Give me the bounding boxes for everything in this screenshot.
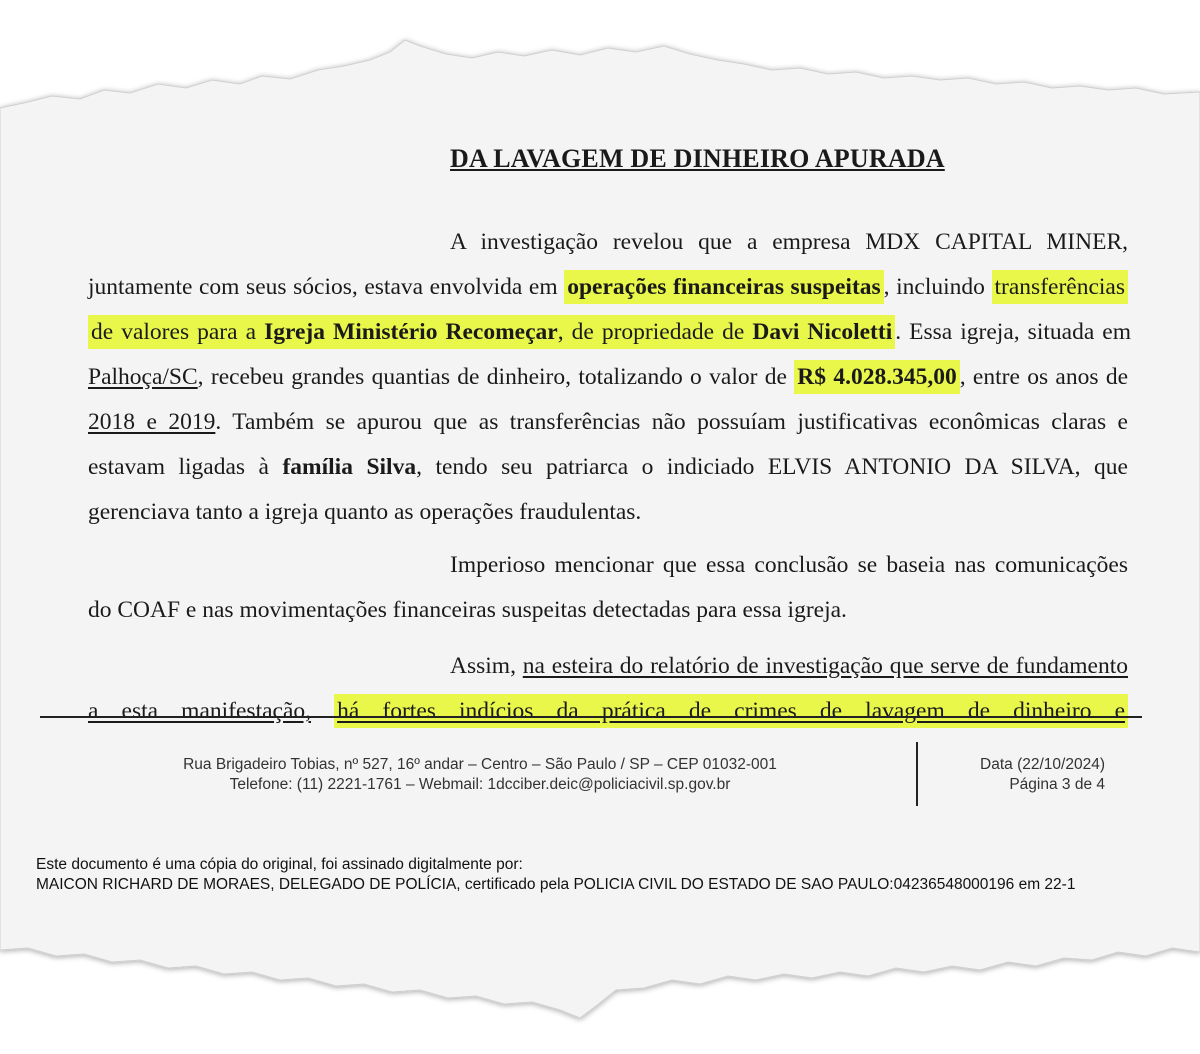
text-run: , de propriedade de bbox=[557, 319, 753, 345]
text-run: . Essa igreja, situada em bbox=[895, 319, 1131, 345]
underlined-text: há fortes indícios da prática de crimes de lavagem de dinheiro e bbox=[337, 698, 1125, 724]
footer-address: Rua Brigadeiro Tobias, nº 527, 16º andar – Centro – São Paulo / SP – CEP 01032-001 bbox=[183, 756, 777, 773]
highlight-suspicious-operations bbox=[564, 270, 883, 304]
bold-family-name: família Silva bbox=[282, 454, 417, 480]
footer-contact: Telefone: (11) 2221-1761 – Webmail: 1dcciber.deic@policiacivil.sp.gov.br bbox=[229, 776, 731, 793]
footer-page-number: Página 3 de 4 bbox=[1009, 776, 1105, 793]
page-cut-line bbox=[40, 716, 1142, 718]
text-run: transferências de valores para a bbox=[91, 274, 1125, 345]
footer-meta-block bbox=[930, 755, 1105, 795]
paragraph-coaf bbox=[88, 543, 1128, 633]
text-run: Imperioso mencionar que essa conclusão se baseia nas comunicações do COAF e nas movimentações financeiras suspeitas detectadas para essa igreja. bbox=[88, 552, 1128, 623]
underlined-report-reference: na esteira do relatório de investigação que serve de fundamento a esta manifestação, bbox=[88, 653, 1128, 724]
text-run: . Também se apurou que as transferências não possuíam justificativas econômicas claras e estavam ligadas à bbox=[88, 409, 1128, 480]
digital-signature-notice bbox=[36, 855, 1200, 895]
text-run: , recebeu grandes quantias de dinheiro, totalizando o valor de bbox=[197, 364, 795, 390]
underlined-years: 2018 e 2019 bbox=[88, 409, 216, 435]
text-run: , entre os anos de bbox=[959, 364, 1129, 390]
signature-line-2: MAICON RICHARD DE MORAES, DELEGADO DE POLÍCIA, certificado pela POLICIA CIVIL DO ESTADO DE SAO PAULO:04236548000196 em 22-1 bbox=[36, 876, 1076, 893]
underlined-location: Palhoça/SC bbox=[88, 364, 198, 390]
section-title: DA LAVAGEM DE DINHEIRO APURADA bbox=[450, 144, 945, 173]
bold-owner-name: Davi Nicoletti bbox=[752, 319, 893, 345]
text-run: , tendo seu patriarca o indiciado ELVIS ANTONIO DA SILVA, que gerenciava tanto a igreja quanto as operações fraudulentas. bbox=[88, 454, 1128, 525]
footer-divider bbox=[916, 742, 918, 806]
signature-line-1: Este documento é uma cópia do original, foi assinado digitalmente por: bbox=[36, 856, 523, 873]
text-run: A investigação revelou que a empresa MDX CAPITAL MINER, juntamente com seus sócios, estava envolvida em bbox=[88, 229, 1128, 300]
bold-amount: R$ 4.028.345,00 bbox=[797, 364, 957, 390]
text-run bbox=[311, 698, 334, 724]
highlight-strong-evidence bbox=[334, 694, 1128, 728]
highlight-amount bbox=[794, 360, 959, 394]
bold-church-name: Igreja Ministério Recomeçar bbox=[264, 319, 558, 345]
text-run: , incluindo bbox=[883, 274, 992, 300]
text-run: Assim, bbox=[450, 653, 523, 679]
bold-text: operações financeiras suspeitas bbox=[567, 274, 881, 300]
footer-address-block bbox=[150, 755, 810, 795]
paragraph-conclusion bbox=[88, 644, 1128, 734]
footer-date: Data (22/10/2024) bbox=[980, 756, 1105, 773]
paragraph-investigation bbox=[88, 220, 1131, 535]
